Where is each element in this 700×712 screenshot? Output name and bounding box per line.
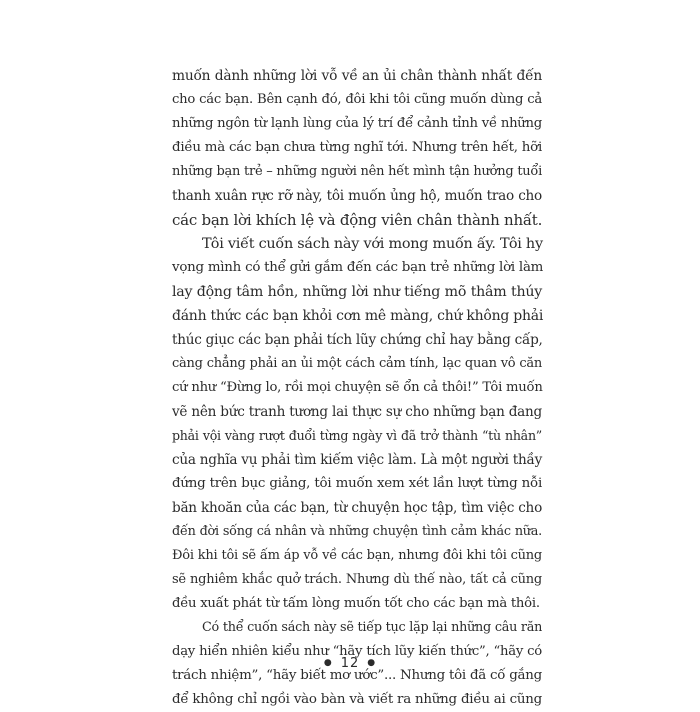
page-footer (0, 656, 700, 671)
text-line: thúc giục các bạn phải tích lũy chứng chỉ hay bằng cấp, (172, 332, 543, 348)
text-line: thanh xuân rực rỡ này, tôi muốn ủng hộ, muốn trao cho (172, 188, 542, 204)
text-line: vẽ nên bức tranh tương lai thực sự cho những bạn đang (172, 404, 542, 420)
bullet-icon: ● (323, 658, 333, 668)
text-line: muốn dành những lời vỗ về an ủi chân thành nhất đến (172, 68, 542, 84)
text-line: cho các bạn. Bên cạnh đó, đôi khi tôi cũng muốn dùng cả (172, 92, 542, 107)
text-line: đến đời sống cá nhân và những chuyện tình cảm khác nữa. (172, 524, 542, 539)
text-line: điều mà các bạn chưa từng nghĩ tới. Nhưng trên hết, hỡi (172, 140, 542, 155)
text-line: Tôi viết cuốn sách này với mong muốn ấy. Tôi hy (202, 236, 543, 252)
text-line: sẽ nghiêm khắc quở trách. Nhưng dù thế nào, tất cả cũng (172, 572, 542, 587)
text-line: Đôi khi tôi sẽ ấm áp vỗ về các bạn, nhưng đôi khi tôi cũng (172, 548, 542, 563)
text-line: để không chỉ ngồi vào bàn và viết ra những điều ai cũng (172, 692, 542, 707)
text-line: đều xuất phát từ tấm lòng muốn tốt cho các bạn mà thôi. (172, 596, 540, 611)
text-line: băn khoăn của các bạn, từ chuyện học tập, tìm việc cho (172, 500, 542, 516)
text-line: đứng trên bục giảng, tôi muốn xem xét lần lượt từng nỗi (172, 476, 542, 491)
text-line: vọng mình có thể gửi gắm đến các bạn trẻ những lời làm (172, 260, 544, 275)
text-line: của nghĩa vụ phải tìm kiếm việc làm. Là một người thầy (172, 452, 543, 468)
text-line: cứ như “Đừng lo, rồi mọi chuyện sẽ ổn cả thôi!” Tôi muốn (172, 380, 543, 395)
text-line: các bạn lời khích lệ và động viên chân thành nhất. (172, 211, 543, 229)
text-line: đánh thức các bạn khỏi cơn mê màng, chứ không phải (172, 308, 544, 324)
text-line: trách nhiệm”, “hãy biết mơ ước”... Nhưng tôi đã cố gắng (172, 668, 542, 683)
text-line: phải vội vàng rượt đuổi từng ngày vì đã trở thành “tù nhân” (172, 428, 542, 443)
text-line: lay động tâm hồn, những lời như tiếng mõ thâm thúy (172, 284, 542, 300)
text-line: những bạn trẻ – những người nên hết mình tận hưởng tuổi (172, 164, 543, 179)
page-number: 12 (340, 656, 360, 671)
text-line: dạy hiển nhiên kiểu như “hãy tích lũy kiến thức”, “hãy có (172, 644, 542, 659)
bullet-icon: ● (367, 658, 377, 668)
text-line: những ngôn từ lạnh lùng của lý trí để cảnh tỉnh về những (172, 116, 542, 131)
text-line: Có thể cuốn sách này sẽ tiếp tục lặp lại những câu răn (202, 620, 543, 635)
text-line: càng chẳng phải an ủi một cách cảm tính, lạc quan vô căn (172, 356, 542, 371)
